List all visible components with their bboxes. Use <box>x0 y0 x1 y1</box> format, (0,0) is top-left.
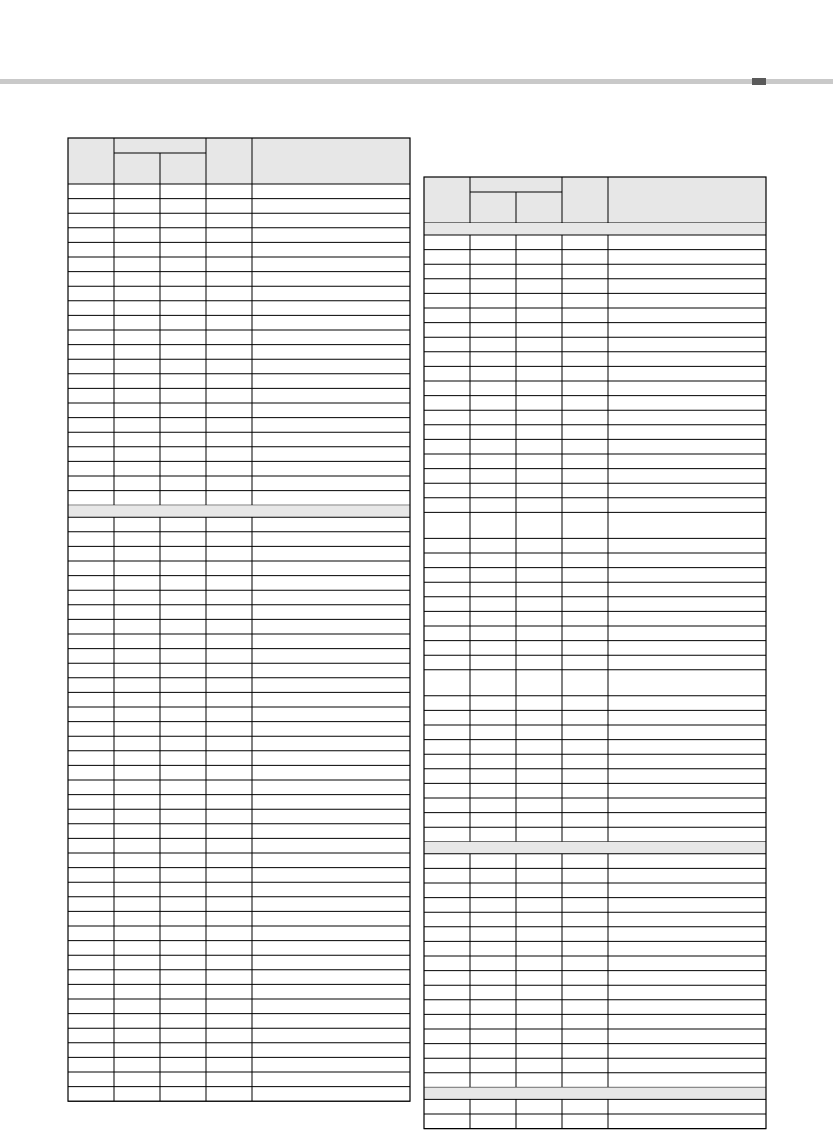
table-row <box>424 854 766 869</box>
table-row <box>68 663 410 678</box>
table-row <box>424 483 766 498</box>
table-row <box>68 838 410 853</box>
table-row <box>424 670 766 696</box>
table-row <box>424 611 766 626</box>
table-row <box>424 1000 766 1015</box>
table-row <box>68 1072 410 1087</box>
table-row <box>68 1043 410 1058</box>
table-row <box>424 279 766 294</box>
table-row <box>68 184 410 199</box>
table-row <box>424 264 766 279</box>
table-row <box>68 634 410 649</box>
table-row <box>424 337 766 352</box>
table-row <box>68 272 410 287</box>
table-row <box>424 439 766 454</box>
table-row <box>424 512 766 538</box>
table-row <box>68 882 410 897</box>
table-row <box>424 710 766 725</box>
header-rule <box>0 79 833 84</box>
table-row <box>68 970 410 985</box>
table-row <box>68 301 410 316</box>
table-row <box>68 374 410 389</box>
table-row <box>424 641 766 656</box>
table-row <box>68 330 410 345</box>
right-table <box>423 176 767 1130</box>
table-row <box>424 250 766 265</box>
table-row <box>68 561 410 576</box>
table-row <box>68 213 410 228</box>
table-row <box>68 257 410 272</box>
table-row <box>424 323 766 338</box>
table-row <box>68 722 410 737</box>
right-table-section-band <box>424 842 766 854</box>
table-row <box>424 366 766 381</box>
table-row <box>68 678 410 693</box>
table-row <box>68 795 410 810</box>
table-row <box>424 1044 766 1059</box>
table-row <box>68 242 410 257</box>
table-row <box>68 1028 410 1043</box>
table-row <box>68 751 410 766</box>
table-row <box>68 447 410 462</box>
table-row <box>68 941 410 956</box>
table-row <box>424 898 766 913</box>
right-table-header <box>424 177 766 223</box>
table-row <box>68 955 410 970</box>
table-row <box>68 780 410 795</box>
table-row <box>68 345 410 360</box>
table-row <box>68 897 410 912</box>
table-row <box>424 1099 766 1114</box>
table-row <box>424 597 766 612</box>
table-row <box>68 286 410 301</box>
table-row <box>424 410 766 425</box>
table-row <box>424 1073 766 1088</box>
table-row <box>68 824 410 839</box>
table-row <box>68 809 410 824</box>
table-row <box>424 971 766 986</box>
table-row <box>424 568 766 583</box>
right-table-grid <box>423 176 767 1130</box>
table-row <box>424 582 766 597</box>
table-row <box>424 1029 766 1044</box>
table-row <box>68 853 410 868</box>
table-row <box>424 308 766 323</box>
table-row <box>424 454 766 469</box>
table-row <box>424 1058 766 1073</box>
table-row <box>68 911 410 926</box>
table-row <box>424 655 766 670</box>
table-row <box>68 476 410 491</box>
table-row <box>424 469 766 484</box>
table-row <box>424 498 766 513</box>
table-row <box>68 517 410 532</box>
table-row <box>424 626 766 641</box>
right-table-section-band <box>424 1087 766 1099</box>
table-row <box>68 315 410 330</box>
table-row <box>68 1087 410 1102</box>
table-row <box>68 605 410 620</box>
table-row <box>68 926 410 941</box>
table-row <box>68 576 410 591</box>
table-row <box>68 1057 410 1072</box>
table-row <box>424 783 766 798</box>
table-row <box>68 765 410 780</box>
table-row <box>68 359 410 374</box>
table-row <box>424 941 766 956</box>
left-table <box>67 137 411 1103</box>
table-row <box>68 692 410 707</box>
table-row <box>424 883 766 898</box>
table-row <box>68 491 410 506</box>
table-row <box>68 461 410 476</box>
table-row <box>424 813 766 828</box>
table-row <box>424 425 766 440</box>
table-row <box>68 619 410 634</box>
table-row <box>424 396 766 411</box>
table-row <box>68 388 410 403</box>
table-row <box>424 1014 766 1029</box>
table-row <box>68 532 410 547</box>
table-row <box>424 740 766 755</box>
table-row <box>68 984 410 999</box>
table-row <box>68 590 410 605</box>
table-row <box>68 403 410 418</box>
left-table-section-band <box>68 505 410 517</box>
table-row <box>424 352 766 367</box>
table-row <box>424 927 766 942</box>
table-row <box>424 985 766 1000</box>
table-row <box>424 798 766 813</box>
table-row <box>68 736 410 751</box>
right-table-section-band <box>424 223 766 235</box>
table-row <box>68 199 410 214</box>
table-row <box>424 293 766 308</box>
table-row <box>424 956 766 971</box>
table-row <box>68 1014 410 1029</box>
table-row <box>424 868 766 883</box>
table-row <box>68 999 410 1014</box>
left-table-header <box>68 138 410 184</box>
table-row <box>424 1114 766 1129</box>
table-row <box>424 827 766 842</box>
table-row <box>424 235 766 250</box>
table-row <box>68 418 410 433</box>
table-row <box>424 912 766 927</box>
table-row <box>68 868 410 883</box>
table-row <box>68 432 410 447</box>
table-row <box>424 553 766 568</box>
table-row <box>68 546 410 561</box>
table-row <box>424 696 766 711</box>
table-row <box>424 725 766 740</box>
table-row <box>424 769 766 784</box>
left-table-grid <box>67 137 411 1103</box>
table-row <box>424 538 766 553</box>
table-row <box>68 649 410 664</box>
page-marker <box>752 78 766 85</box>
table-row <box>424 381 766 396</box>
table-row <box>68 707 410 722</box>
table-row <box>424 754 766 769</box>
table-row <box>68 228 410 243</box>
right-table-border <box>424 177 766 1129</box>
